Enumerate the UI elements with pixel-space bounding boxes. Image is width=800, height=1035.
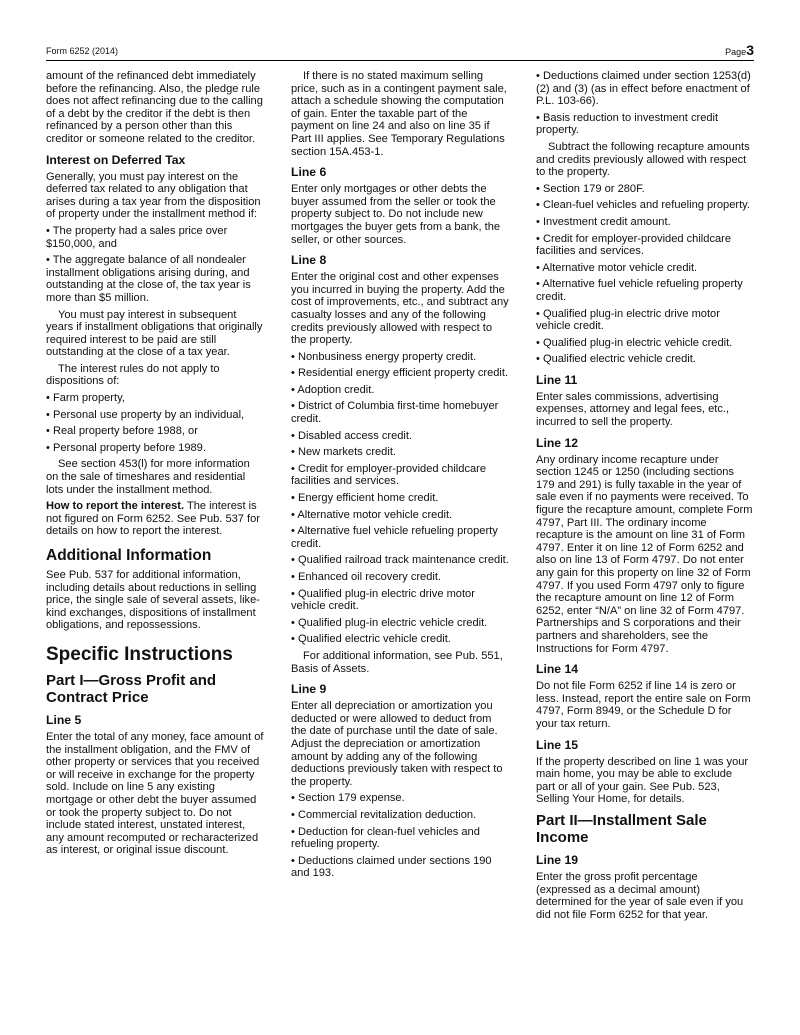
bullet-item: • Adoption credit. <box>291 383 375 396</box>
paragraph: See Pub. 537 for additional information, including details about reductions in selling price, the single sale of several assets, like-kind exchanges, dispositions of installment obligations, and repossessions. <box>46 569 260 632</box>
paragraph: Enter the total of any money, face amount of the installment obligation, and the FMV of other property or services that you received or will receive in exchange for the property sold. Include on line 5 any existing mortgage or other debt the buyer assumed or took the property subject to. Do not include stated interest, unstated interest, any amount recomputed or recharacterized as interest, or original issue discount. <box>46 730 264 857</box>
bullet-item: • Qualified plug-in electric vehicle credit. <box>536 336 733 349</box>
column-3 <box>536 70 754 925</box>
bullet-item: • Alternative motor vehicle credit. <box>291 508 453 521</box>
page-number-value: 3 <box>746 42 754 58</box>
bullet-item: • Deductions claimed under sections 190 and 193. <box>291 854 492 880</box>
bullet-item: • Clean-fuel vehicles and refueling property. <box>536 199 750 212</box>
heading-line-15: Line 15 <box>536 737 578 752</box>
how-to-report-paragraph <box>46 500 264 538</box>
bullet-item: • The property had a sales price over $150,000, and <box>46 224 228 250</box>
bullet-item: • Alternative motor vehicle credit. <box>536 261 698 274</box>
bullet-item: • New markets credit. <box>291 446 396 459</box>
bullet-item: • Alternative fuel vehicle refueling property credit. <box>291 525 498 550</box>
header-rule <box>46 60 754 61</box>
bullet-item: • Deductions claimed under section 1253(d)(2) and (3) (as in effect before enactment of P.L. 103-66). <box>536 70 751 108</box>
paragraph: For additional information, see Pub. 551, Basis of Assets. <box>291 649 503 675</box>
paragraph: Enter sales commissions, advertising expenses, attorney and legal fees, etc., incurred to sell the property. <box>536 390 730 429</box>
paragraph: amount of the refinanced debt immediately before the refinancing. Also, the pledge rule does not affect refinancing due to the calling of a debt by the creditor if the debt is then refinanced by a person other than this creditor or someone related to the creditor. <box>46 70 263 145</box>
paragraph: Enter the original cost and other expenses you incurred in buying the property. Add the cost of improvements, etc., and subtract any casualty losses and any of the following credits previously allowed with respect to the property. <box>291 271 509 347</box>
bullet-item: • Nonbusiness energy property credit. <box>291 350 477 363</box>
bullet-item: • Qualified electric vehicle credit. <box>291 633 451 646</box>
paragraph: You must pay interest in subsequent years if installment obligations that originally required interest to be paid are still outstanding at the close of a tax year. <box>46 308 263 359</box>
paragraph: Enter the gross profit percentage (expressed as a decimal amount) determined for the year of sale even if you did not file Form 6252 for that year. <box>536 870 744 921</box>
bullet-item: • Real property before 1988, or <box>46 425 198 438</box>
bullet-item: • Enhanced oil recovery credit. <box>291 571 442 583</box>
paragraph: Generally, you must pay interest on the deferred tax related to any obligation that arises during a tax year from the disposition of property under the installment method if: <box>46 170 261 221</box>
heading-line-14: Line 14 <box>536 662 578 677</box>
paragraph: Do not file Form 6252 if line 14 is zero or less. Instead, report the entire sale on Form 4797, Form 8949, or the Schedule D for your tax return. <box>536 680 751 730</box>
paragraph: The interest rules do not apply to dispositions of: <box>46 362 220 388</box>
bullet-item: • Energy efficient home credit. <box>291 492 439 505</box>
bullet-item: • Qualified electric vehicle credit. <box>536 353 696 366</box>
bullet-item: • Personal use property by an individual, <box>46 408 245 421</box>
heading-interest-deferred-tax: Interest on Deferred Tax <box>46 152 186 167</box>
bullet-item: • District of Columbia first-time homebuyer credit. <box>291 400 499 426</box>
paragraph: If the property described on line 1 was your main home, you may be able to exclude part or all of your gain. See Pub. 523, Selling Your Home, for details. <box>536 755 749 806</box>
heading-part-2: Part II—Installment Sale Income <box>536 811 707 846</box>
bullet-item: • Credit for employer-provided childcare facilities and services. <box>536 232 732 258</box>
bullet-item: • Qualified railroad track maintenance credit. <box>291 554 509 567</box>
paragraph: See section 453(l) for more information on the sale of timeshares and residential lots under the installment method. <box>46 458 250 496</box>
heading-line-6: Line 6 <box>291 165 327 180</box>
bullet-item: • Credit for employer-provided childcare facilities and services. <box>291 462 487 488</box>
bullet-item: • Deduction for clean-fuel vehicles and refueling property. <box>291 825 480 851</box>
heading-line-19: Line 19 <box>536 852 578 867</box>
column-2 <box>291 70 509 884</box>
form-label: Form 6252 (2014) <box>46 46 119 56</box>
heading-line-9: Line 9 <box>291 682 327 697</box>
heading-additional-information: Additional Information <box>46 547 212 564</box>
bullet-item: • The aggregate balance of all nondealer installment obligations arising during, and outstanding at the close of, the tax year is more than $5 million. <box>46 254 251 304</box>
heading-line-11: Line 11 <box>536 372 578 387</box>
page-label: Page <box>725 47 747 57</box>
bullet-item: • Personal property before 1989. <box>46 441 206 454</box>
bullet-item: • Farm property, <box>46 392 125 405</box>
bullet-item: • Section 179 expense. <box>291 792 405 805</box>
run-in-heading: How to report the interest. <box>46 500 185 513</box>
bullet-item: • Qualified plug-in electric drive motor vehicle credit. <box>291 587 475 613</box>
paragraph: If there is no stated maximum selling price, such as in a contingent payment sale, attach a schedule showing the computation of gain. Enter the taxable part of the payment on line 24 and also on line 35 if Part III applies. See Temporary Regulations section 15A.453-1. <box>291 70 507 158</box>
heading-specific-instructions: Specific Instructions <box>46 643 233 665</box>
heading-line-8: Line 8 <box>291 253 327 268</box>
bullet-item: • Disabled access credit. <box>291 429 413 442</box>
bullet-item: • Basis reduction to investment credit property. <box>536 111 719 137</box>
heading-line-12: Line 12 <box>536 435 578 450</box>
heading-line-5: Line 5 <box>46 712 82 727</box>
bullet-item: • Alternative fuel vehicle refueling property credit. <box>536 278 743 303</box>
paragraph: Subtract the following recapture amounts and credits previously allowed with respect to the property. <box>536 140 750 179</box>
bullet-item: • Investment credit amount. <box>536 215 671 228</box>
bullet-item: • Qualified plug-in electric vehicle credit. <box>291 616 488 629</box>
bullet-item: • Qualified plug-in electric drive motor vehicle credit. <box>536 307 720 333</box>
page-number <box>725 42 754 58</box>
heading-part-1: Part I—Gross Profit and Contract Price <box>46 671 217 706</box>
paragraph: Enter only mortgages or other debts the buyer assumed from the seller or took the property subject to. Do not include new mortgages the buyer gets from a bank, the seller, or other sources. <box>291 183 501 246</box>
run-in-text: The interest is not figured on Form 6252. See Pub. 537 for details on how to report the interest. <box>46 500 260 538</box>
bullet-item: • Residential energy efficient property credit. <box>291 367 509 380</box>
column-1 <box>46 70 264 861</box>
bullet-item: • Section 179 or 280F. <box>536 182 645 195</box>
bullet-item: • Commercial revitalization deduction. <box>291 808 477 821</box>
paragraph: Any ordinary income recapture under section 1245 or 1250 (including sections 179 and 291) is fully taxable in the year of sale even if no payments were received. To figure the recapture amount, complete Form 4797, Part III. The ordinary income recapture is the amount on line 31 of Form 4797. Enter it on line 12 of Form 6252 and also on line 13 of Form 4797. Do not enter any gain for this property on line 32 of Form 4797. If you used Form 4797 only to figure the recapture amount on line 12 of Form 6252, enter “N/A” on line 32 of Form 4797. Partnerships and S corporations and their partners and shareholders, see the Instructions for Form 4797. <box>536 453 753 655</box>
paragraph: Enter all depreciation or amortization you deducted or were allowed to deduct from the date of purchase until the date of sale. Adjust the depreciation or amortization amount by adding any of the following deductions previously taken with respect to the property. <box>291 700 503 788</box>
